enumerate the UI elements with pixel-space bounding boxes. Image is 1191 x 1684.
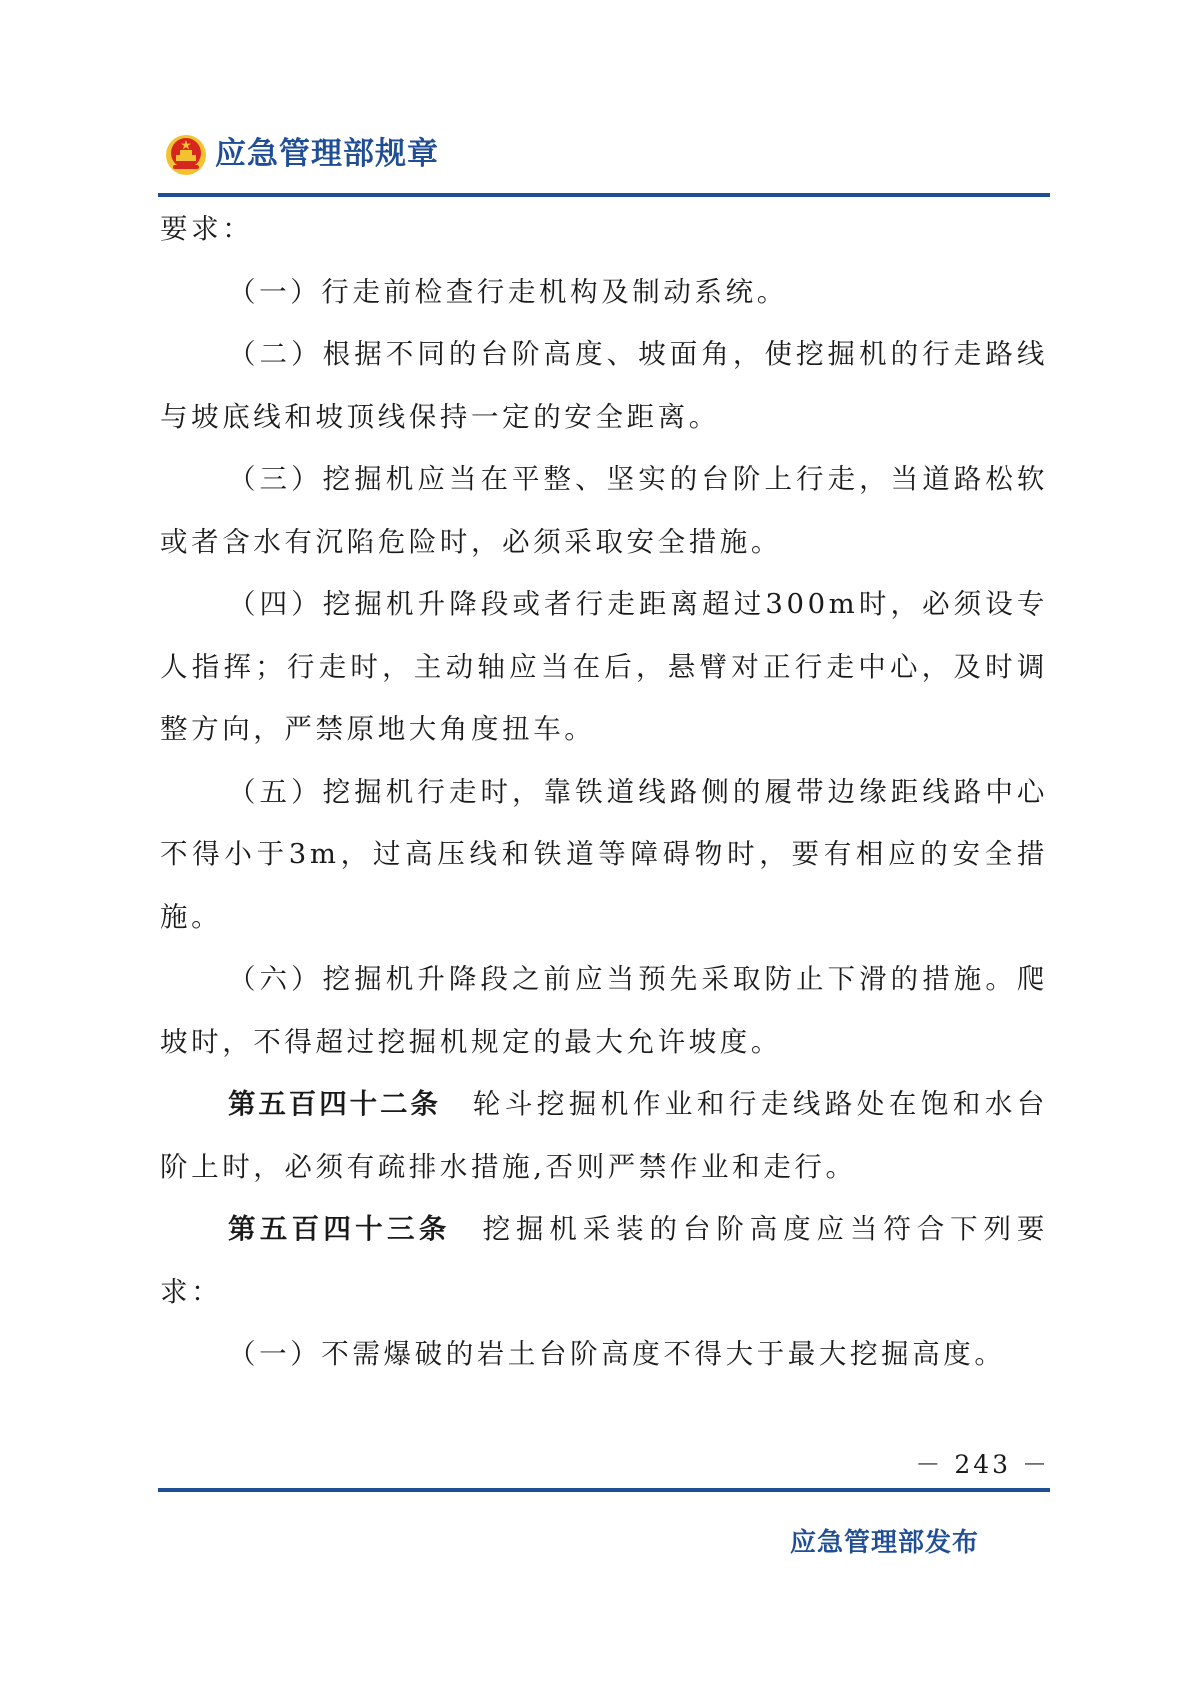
paragraph: （三）挖掘机应当在平整、坚实的台阶上行走，当道路松软或者含水有沉陷危险时，必须采取安全措施。 (160, 463, 1048, 558)
header-divider (158, 193, 1050, 197)
paragraph: 要求： (160, 213, 254, 245)
article-number: 第五百四十二条 (228, 1088, 441, 1120)
article-text: 轮斗挖掘机作业和行走线路处在饱和水台阶上时，必须有疏排水措施,否则严禁作业和走行。 (160, 1088, 1048, 1183)
article-text: 挖掘机采装的台阶高度应当符合下列要求： (160, 1213, 1049, 1308)
footer-publisher: 应急管理部发布 (790, 1528, 980, 1558)
article-paragraph (160, 1073, 1048, 1198)
paragraph: （五）挖掘机行走时，靠铁道线路侧的履带边缘距线路中心不得小于3m，过高压线和铁道等障碍物时，要有相应的安全措施。 (160, 775, 1048, 933)
page-header (165, 128, 1050, 192)
national-emblem-icon (165, 134, 207, 176)
article-paragraph (160, 1198, 1048, 1323)
header-title: 应急管理部规章 (215, 136, 439, 172)
footer-divider (158, 1488, 1050, 1492)
paragraph: （二）根据不同的台阶高度、坡面角，使挖掘机的行走路线与坡底线和坡顶线保持一定的安全距离。 (160, 338, 1048, 433)
paragraph: （一）行走前检查行走机构及制动系统。 (228, 275, 788, 308)
document-body (160, 198, 1048, 1386)
paragraph: （四）挖掘机升降段或者行走距离超过300m时，必须设专人指挥；行走时，主动轴应当在后，悬臂对正行走中心，及时调整方向，严禁原地大角度扭车。 (160, 588, 1048, 745)
article-number: 第五百四十三条 (228, 1213, 451, 1245)
paragraph: （一）不需爆破的岩土台阶高度不得大于最大挖掘高度。 (228, 1338, 1006, 1370)
page-number: － 243 － (915, 1450, 1050, 1479)
paragraph: （六）挖掘机升降段之前应当预先采取防止下滑的措施。爬坡时，不得超过挖掘机规定的最大允许坡度。 (160, 963, 1048, 1058)
